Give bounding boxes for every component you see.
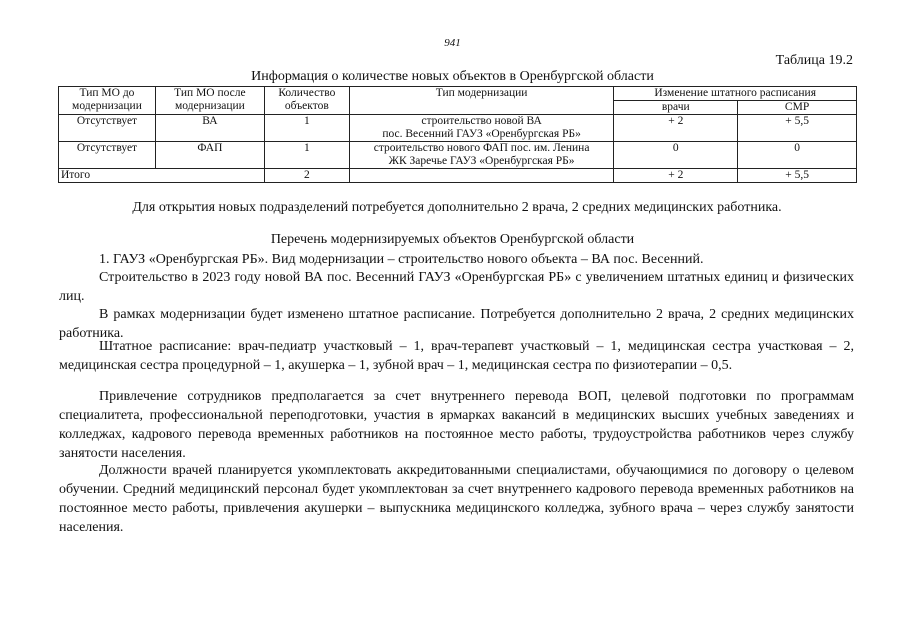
- paragraph-2: Строительство в 2023 году новой ВА пос. Весенний ГАУЗ «Оренбургская РБ» с увеличением штатных единиц и физических лиц.: [59, 270, 854, 304]
- paragraph-6: Должности врачей планируется укомплектовать аккредитованными специалистами, обучающимися по договору о целевом обучении. Средний медицинский персонал будет укомплектован за счет внутреннего кадрового перевода временных работников на постоянное место работы, привлечения акушерки – выпускника медицинского колледжа, зубного врача – через службу занятости населения.: [59, 463, 854, 535]
- table-label: Таблица 19.2: [775, 53, 853, 68]
- cell-total-label: Итого: [59, 169, 265, 183]
- table-row: [59, 115, 857, 142]
- cell-total-count: 2: [264, 169, 349, 183]
- cell-count: 1: [264, 115, 349, 142]
- note-after-table: Для открытия новых подразделений потребуется дополнительно 2 врача, 2 средних медицинских работника.: [132, 200, 782, 215]
- cell-modernization-line1: строительство новой ВА: [421, 115, 542, 127]
- cell-total-doctors: + 2: [614, 169, 738, 183]
- cell-type-before: Отсутствует: [59, 142, 156, 169]
- cell-modernization: [349, 142, 614, 169]
- header-modernization: Тип модернизации: [349, 87, 614, 115]
- list-heading: Перечень модернизируемых объектов Оренбургской области: [270, 232, 635, 247]
- objects-table: [58, 86, 857, 183]
- cell-type-after: ВА: [155, 115, 264, 142]
- cell-smr: + 5,5: [738, 115, 857, 142]
- header-staff-change: Изменение штатного расписания: [614, 87, 857, 101]
- cell-total-empty: [349, 169, 614, 183]
- header-type-before: Тип МО до модернизации: [59, 87, 156, 115]
- paragraph-5: Привлечение сотрудников предполагается за счет внутреннего перевода ВОП, целевой подготовки по программам специалитета, профессиональной переподготовки, участия в ярмарках вакансий в медицинских высших учебных заведениях и колледжах, кадрового перевода временных работников на постоянное место работы, трудоустройства работников через службу занятости населения.: [59, 389, 854, 461]
- table-row: [59, 142, 857, 169]
- cell-type-before: Отсутствует: [59, 115, 156, 142]
- cell-total-smr: + 5,5: [738, 169, 857, 183]
- cell-doctors: + 2: [614, 115, 738, 142]
- paragraph-3: В рамках модернизации будет изменено штатное расписание. Потребуется дополнительно 2 врача, 2 средних медицинских работника.: [59, 307, 854, 341]
- paragraph-4: Штатное расписание: врач-педиатр участковый – 1, врач-терапевт участковый – 1, медицинская сестра участковая – 2, медицинская сестра процедурной – 1, акушерка – 1, зубной врач – 1, медицинская сестра по физиотерапии – 0,5.: [59, 339, 854, 373]
- paragraph-1: 1. ГАУЗ «Оренбургская РБ». Вид модернизации – строительство нового объекта – ВА пос. Весенний.: [99, 252, 704, 267]
- cell-doctors: 0: [614, 142, 738, 169]
- cell-modernization-line2: ЖК Заречье ГАУЗ «Оренбургская РБ»: [388, 155, 575, 167]
- header-doctors: врачи: [614, 101, 738, 115]
- table-header-row: [59, 87, 857, 101]
- cell-smr: 0: [738, 142, 857, 169]
- table-title: Информация о количестве новых объектов в Оренбургской области: [251, 69, 654, 84]
- table-total-row: [59, 169, 857, 183]
- cell-modernization: [349, 115, 614, 142]
- cell-modernization-line1: строительство нового ФАП пос. им. Ленина: [373, 142, 590, 154]
- cell-modernization-line2: пос. Весенний ГАУЗ «Оренбургская РБ»: [382, 128, 581, 140]
- cell-type-after: ФАП: [155, 142, 264, 169]
- header-count: Количество объектов: [264, 87, 349, 115]
- header-smr: СМР: [738, 101, 857, 115]
- cell-count: 1: [264, 142, 349, 169]
- page-number: 941: [444, 37, 461, 49]
- header-type-after: Тип МО после модернизации: [155, 87, 264, 115]
